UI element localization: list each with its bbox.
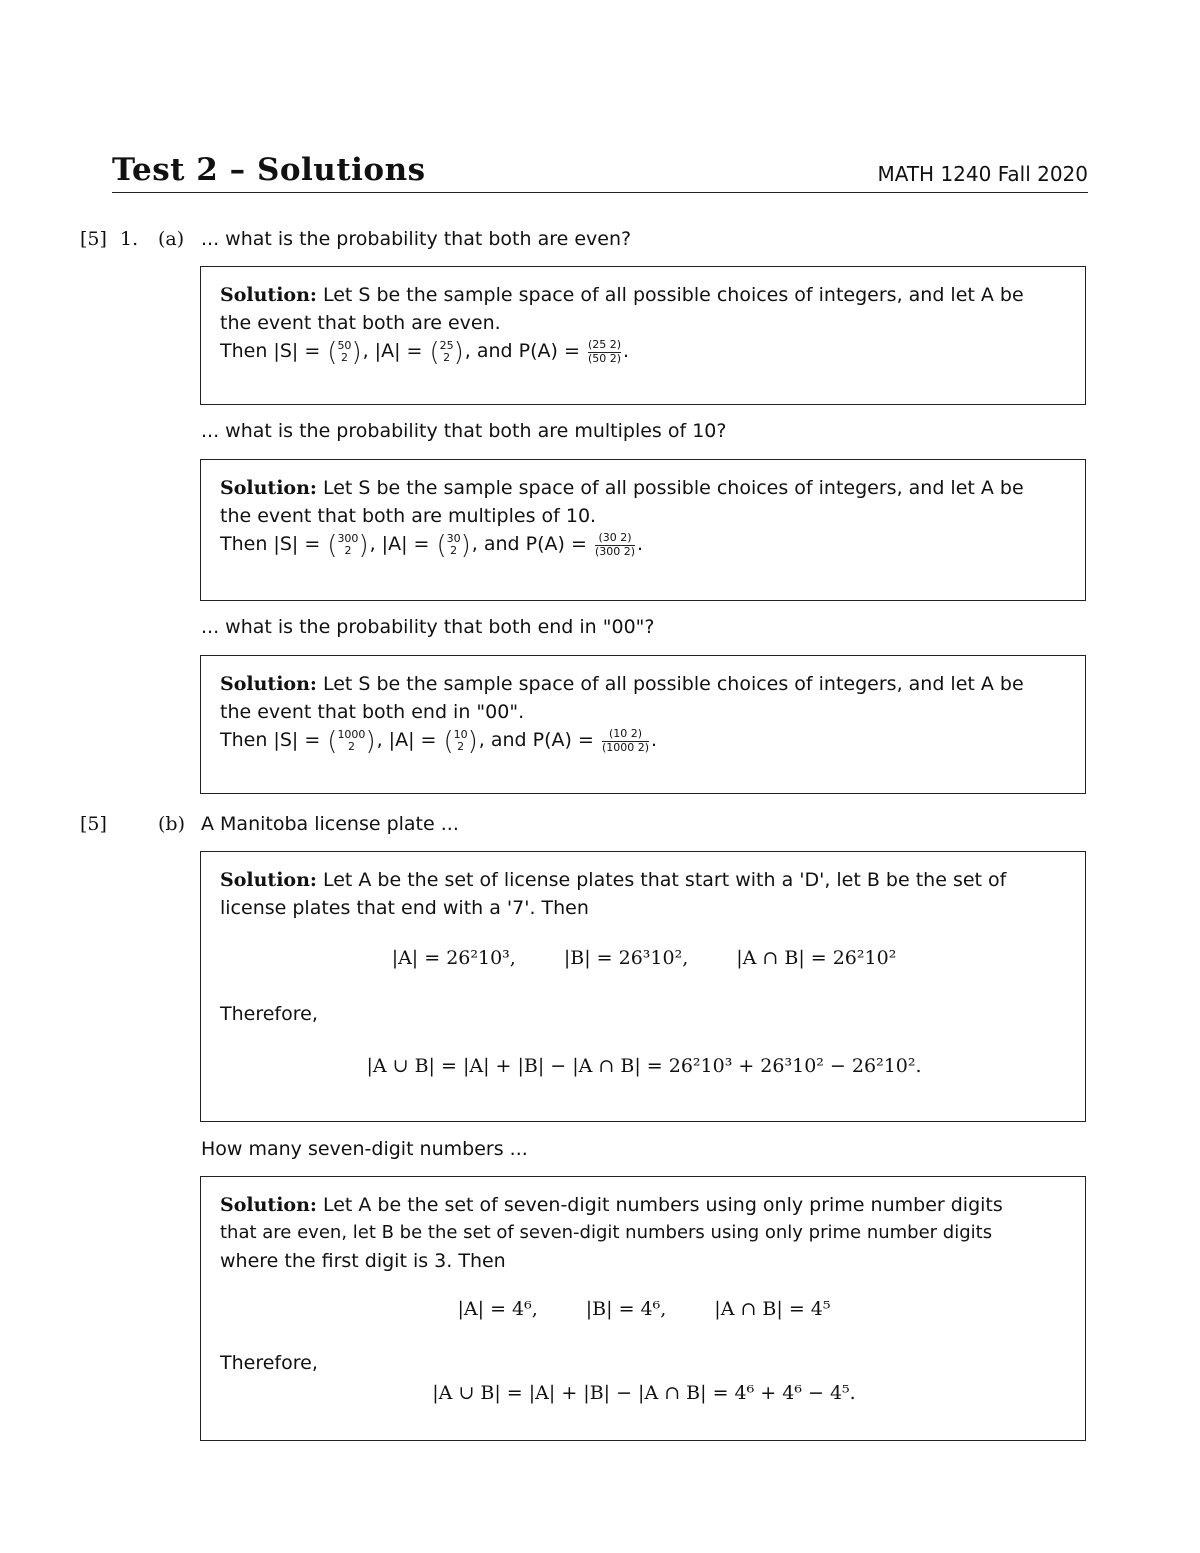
solution-box-1: Solution: Let S be the sample space of all possible choices of integers, and let A be the event that both are even. Then |S| = (50 2 ), |A| = (25 2 ), and P(A) = $\frac{(25 2)}{(50 2)}$ . <box>200 266 1086 405</box>
binom-s: (300 2 ) <box>327 530 369 560</box>
eq-a: |A| = 26²10³, <box>391 947 516 969</box>
sol3-mid: , |A| = <box>376 729 443 751</box>
part-a-label: (a) <box>158 228 185 250</box>
sol2-mid: , |A| = <box>369 533 436 555</box>
sol3-line2: the event that both end in "00". <box>220 701 525 723</box>
sol2-line2: the event that both are multiples of 10. <box>220 505 597 527</box>
sol2-line1: Let S be the sample space of all possible choices of integers, and let A be <box>322 477 1024 499</box>
solution-box-2: Solution: Let S be the sample space of all possible choices of integers, and let A be the event that both are multiples of 10. Then |S| = (300 2 ), |A| = (30 2 ), and P(A) = $\frac{(30 2)}{(300 2)}$ . <box>200 459 1086 601</box>
eq-a-intersect-b: |A ∩ B| = 4⁵ <box>714 1298 831 1320</box>
sol3-then: Then |S| = <box>220 729 327 751</box>
sol5-line1: Let A be the set of seven-digit numbers using only prime number digits <box>322 1194 1003 1216</box>
sol1-then: Then |S| = <box>220 340 327 362</box>
points-b: [5] <box>80 813 107 835</box>
eq-b: |B| = 26³10², <box>563 947 689 969</box>
fraction-pa: $\frac{(25 2)}{(50 2)}$ <box>587 337 622 365</box>
sol1-mid: , |A| = <box>362 340 429 362</box>
solution-box-4 <box>200 851 1086 1122</box>
eq-b: |B| = 4⁶, <box>585 1298 667 1320</box>
binom-s: (50 2 ) <box>327 337 362 367</box>
sol1-line1: Let S be the sample space of all possible choices of integers, and let A be <box>322 284 1024 306</box>
therefore-label: Therefore, <box>220 1352 318 1374</box>
eq-union: |A ∪ B| = |A| + |B| − |A ∩ B| = 4⁶ + 4⁶ − 4⁵. <box>432 1382 856 1404</box>
sol2-and: , and P(A) = <box>471 533 593 555</box>
solution-label: Solution: <box>220 477 317 499</box>
sol5-line3: where the first digit is 3. Then <box>220 1250 506 1272</box>
sol2-then: Then |S| = <box>220 533 327 555</box>
sol1-and: , and P(A) = <box>464 340 586 362</box>
sol3-line1: Let S be the sample space of all possible choices of integers, and let A be <box>322 673 1024 695</box>
prompt-end-00: ... what is the probability that both end in "00"? <box>201 616 655 638</box>
sol5-line2: that are even, let B be the set of seven-digit numbers using only prime number digits <box>220 1222 993 1243</box>
sol3-and: , and P(A) = <box>478 729 600 751</box>
prompt-even: ... what is the probability that both are even? <box>201 228 632 250</box>
sol4-line2: license plates that end with a '7'. Then <box>220 897 589 919</box>
solution-label: Solution: <box>220 1194 317 1216</box>
eq-a: |A| = 4⁶, <box>457 1298 538 1320</box>
fraction-pa: $\frac{(10 2)}{(1000 2)}$ <box>601 726 650 754</box>
prompt-seven-digit: How many seven-digit numbers ... <box>201 1138 528 1160</box>
sol1-line2: the event that both are even. <box>220 312 501 334</box>
prompt-license-plate: A Manitoba license plate ... <box>201 813 459 835</box>
course-label: MATH 1240 Fall 2020 <box>877 162 1088 186</box>
binom-a: (25 2 ) <box>429 337 464 367</box>
solution-label: Solution: <box>220 673 317 695</box>
prompt-multiples: ... what is the probability that both are multiples of 10? <box>201 420 727 442</box>
solution-label: Solution: <box>220 284 317 306</box>
eq-union: |A ∪ B| = |A| + |B| − |A ∩ B| = 26²10³ + 26³10² − 26²10². <box>366 1055 922 1077</box>
therefore-label: Therefore, <box>220 1003 318 1025</box>
solution-box-5 <box>200 1176 1086 1441</box>
binom-s: (1000 2 ) <box>327 726 376 756</box>
fraction-pa: $\frac{(30 2)}{(300 2)}$ <box>594 530 636 558</box>
question-number: 1. <box>120 228 139 250</box>
header-rule <box>112 192 1088 193</box>
eq-a-intersect-b: |A ∩ B| = 26²10² <box>736 947 897 969</box>
part-b-label: (b) <box>158 813 185 835</box>
binom-a: (30 2 ) <box>436 530 471 560</box>
solution-label: Solution: <box>220 869 317 891</box>
page-title: Test 2 – Solutions <box>112 152 426 188</box>
sol4-line1: Let A be the set of license plates that start with a 'D', let B be the set of <box>322 869 1007 891</box>
solution-box-3: Solution: Let S be the sample space of all possible choices of integers, and let A be the event that both end in "00". Then |S| = (1000 2 ), |A| = (10 2 ), and P(A) = $\frac{(10 2)}{(1000 2)}$ . <box>200 655 1086 794</box>
points-a: [5] <box>80 228 107 250</box>
binom-a: (10 2 ) <box>443 726 478 756</box>
